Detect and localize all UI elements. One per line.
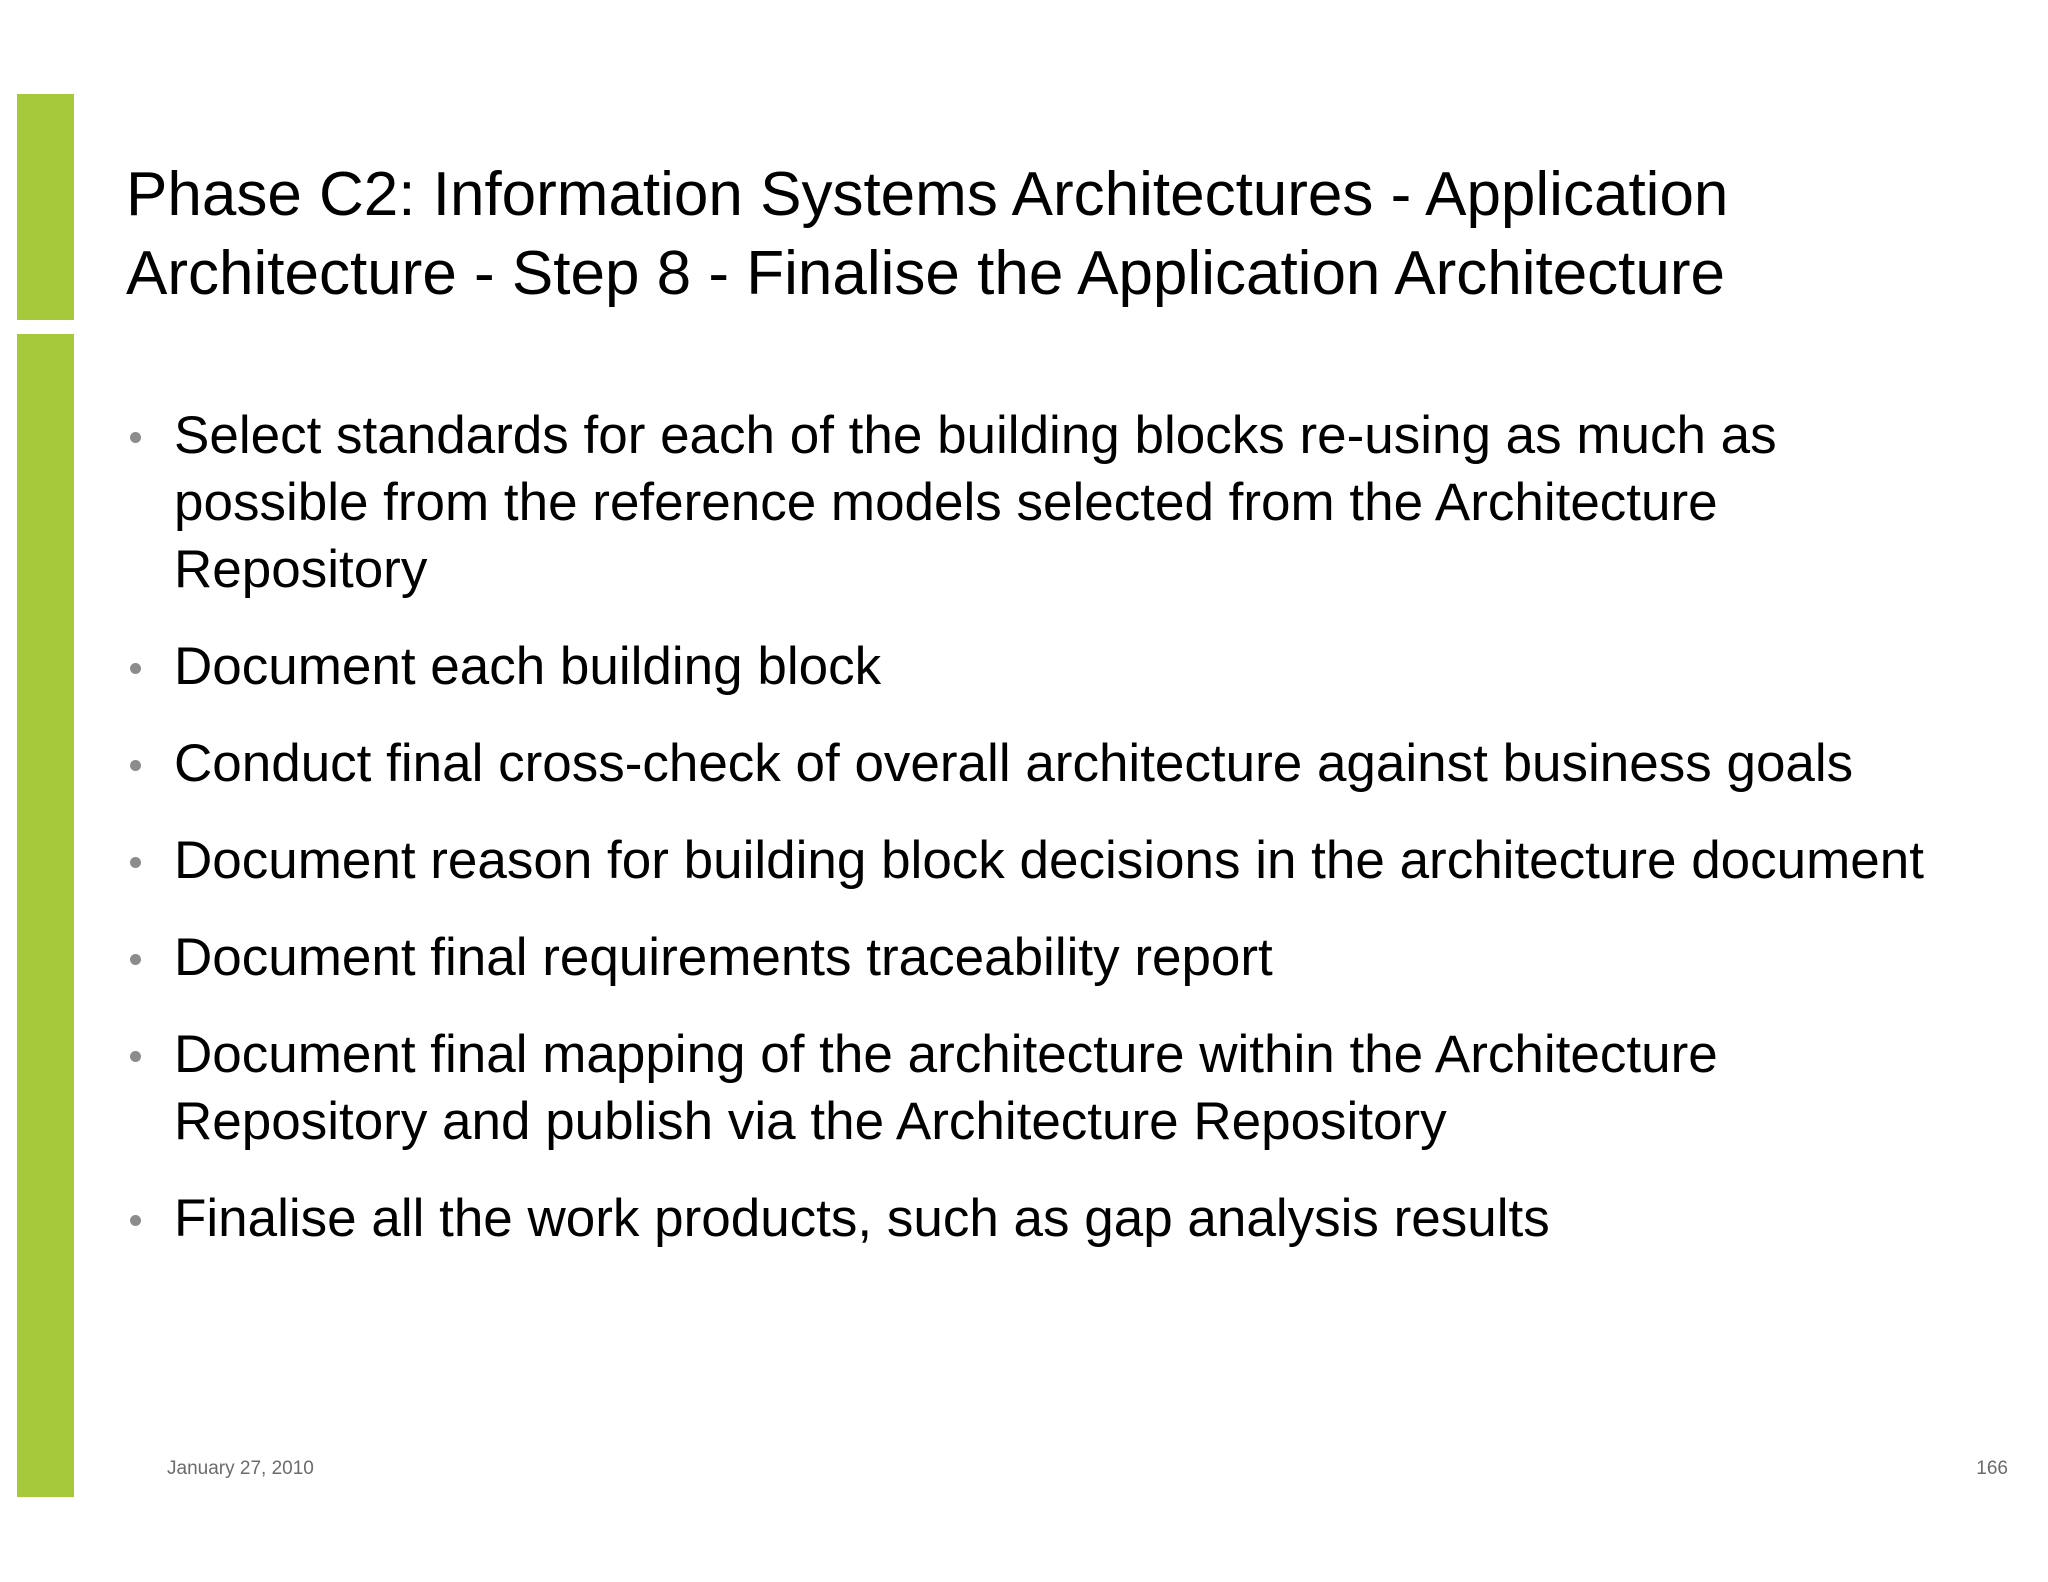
bullet-dot-icon (130, 760, 141, 771)
bullet-dot-icon (130, 663, 141, 674)
bullet-dot-icon (130, 1051, 141, 1062)
bullet-dot-icon (130, 432, 141, 443)
bullet-text: Select standards for each of the building blocks re-using as much as possible from the reference models selected from the Architecture Repository (174, 406, 1777, 599)
bullet-dot-icon (130, 1215, 141, 1226)
accent-bar-bottom (17, 334, 74, 1497)
accent-bar-top (17, 94, 74, 320)
bullet-list (126, 402, 1946, 1282)
bullet-text: Document final requirements traceability report (174, 928, 1273, 987)
bullet-item (126, 924, 1946, 991)
bullet-item (126, 402, 1946, 603)
bullet-item (126, 1185, 1946, 1252)
bullet-dot-icon (130, 857, 141, 868)
bullet-text: Document reason for building block decisions in the architecture document (174, 831, 1924, 890)
bullet-text: Document final mapping of the architecture within the Architecture Repository and publish via the Architecture Repository (174, 1025, 1718, 1151)
bullet-text: Document each building block (174, 637, 882, 696)
bullet-item (126, 1021, 1946, 1155)
bullet-text: Finalise all the work products, such as gap analysis results (174, 1189, 1550, 1248)
bullet-item (126, 633, 1946, 700)
page-number: 166 (1976, 1458, 2008, 1479)
footer-date: January 27, 2010 (167, 1458, 314, 1479)
bullet-item (126, 730, 1946, 797)
bullet-item (126, 827, 1946, 894)
bullet-dot-icon (130, 954, 141, 965)
slide-title: Phase C2: Information Systems Architectures - Application Architecture - Step 8 - Finalise the Application Architecture (126, 160, 1729, 308)
bullet-text: Conduct final cross-check of overall architecture against business goals (174, 734, 1854, 793)
